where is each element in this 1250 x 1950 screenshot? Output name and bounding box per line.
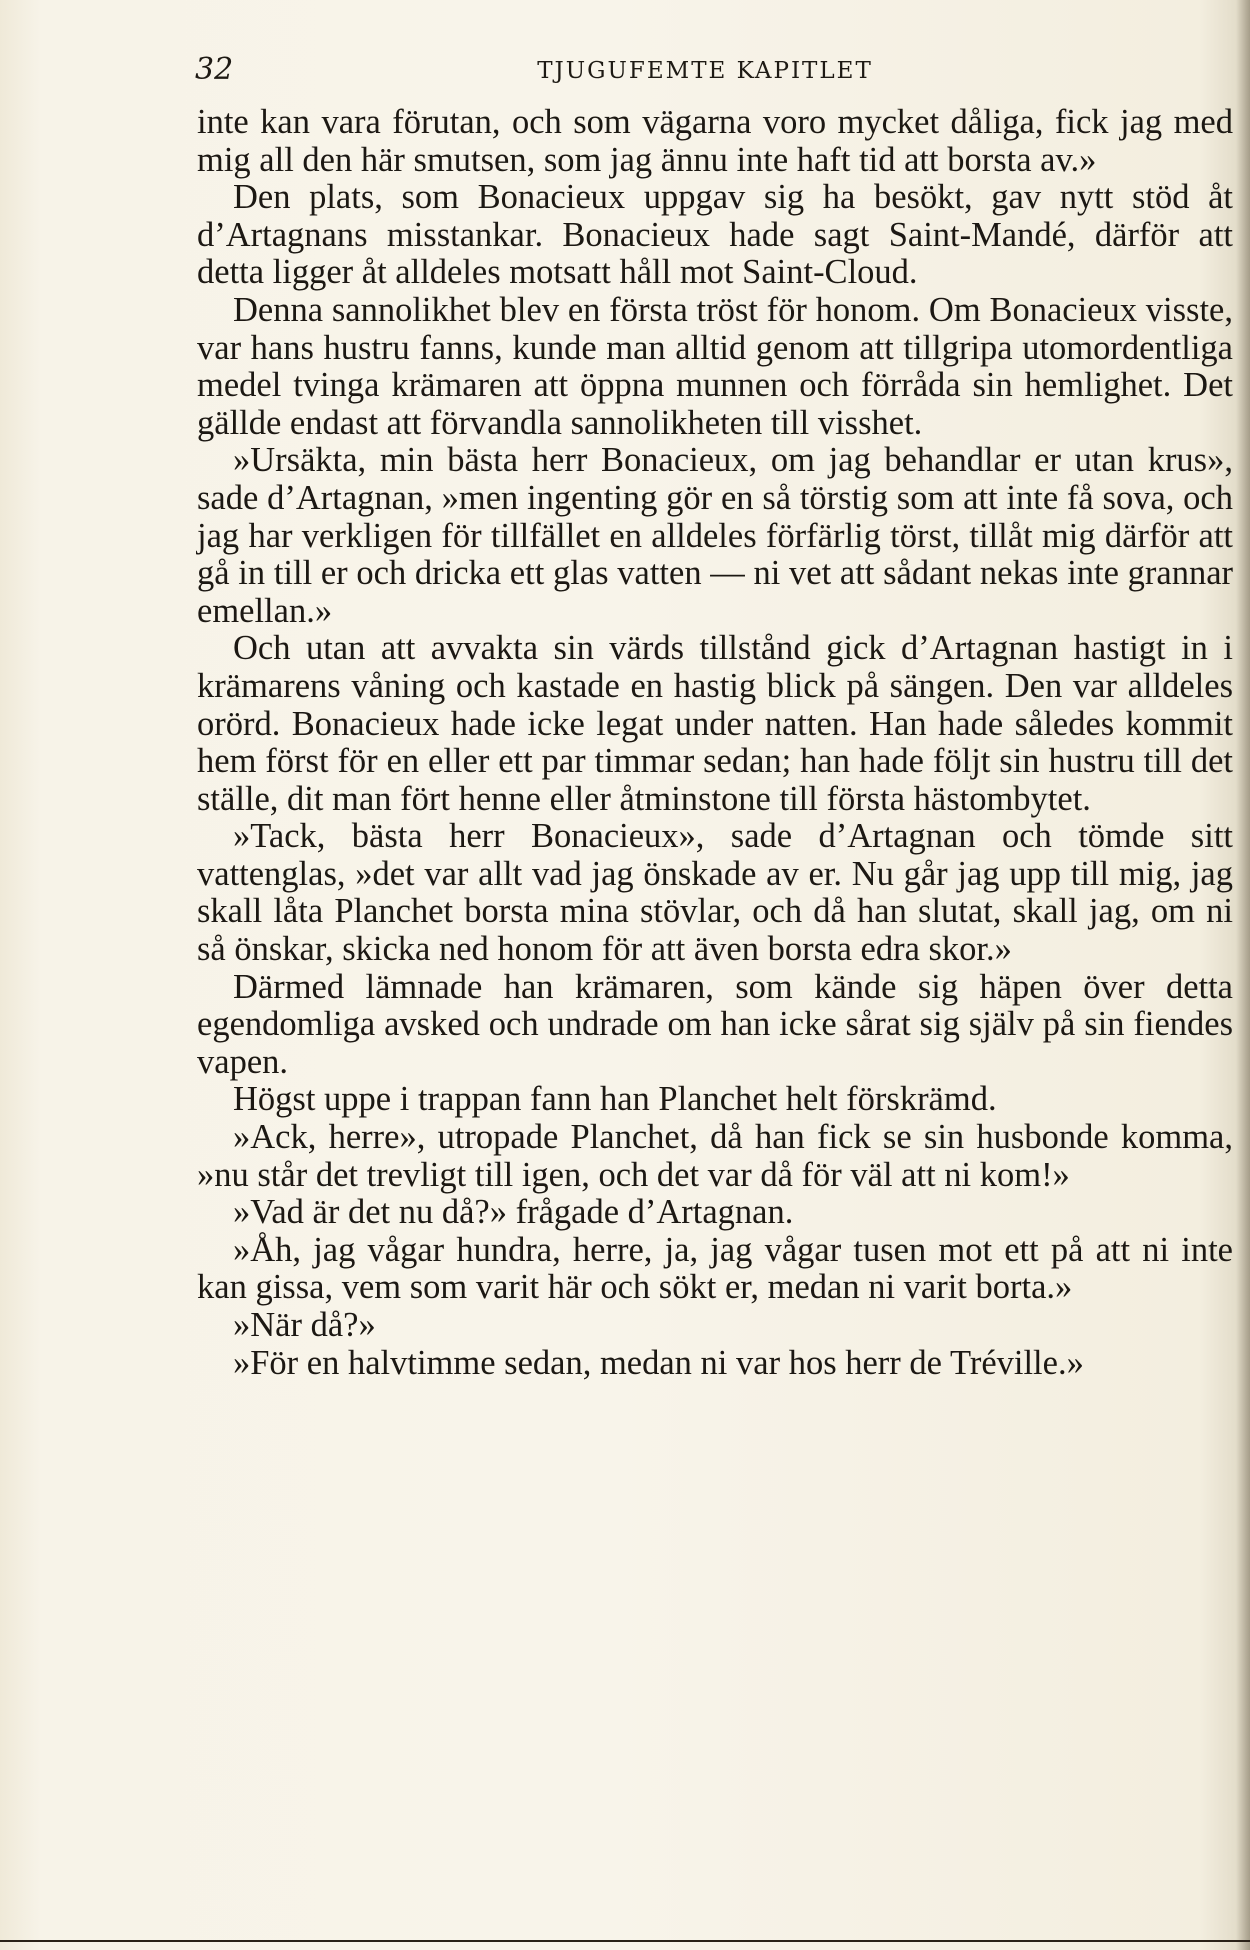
paragraph: »För en halvtimme sedan, medan ni var hos herr de Tréville.» xyxy=(233,1343,1084,1382)
paragraph: »Tack, bästa herr Bonacieux», sade d’Artagnan och tömde sitt vattenglas, »det var allt vad jag önskade av er. Nu går jag upp till mig, jag skall låta Planchet borsta mina stövlar, och då han slutat, skall jag, om ni så önskar, skicka ned honom för att även borsta edra skor.» xyxy=(197,817,1233,969)
paragraph: »Vad är det nu då?» frågade d’Artagnan. xyxy=(233,1193,794,1232)
paragraph: Och utan att avvakta sin värds tillstånd gick d’Artagnan hastigt in i krämarens våning och kastade en hastig blick på sängen. Den var alldeles orörd. Bonacieux hade icke legat under natten. Han hade således kommit hem först för en eller ett par timmar sedan; han hade följt sin hustru till det ställe, dit man fört henne eller åtminstone till första hästombytet. xyxy=(197,629,1233,818)
paragraph: »Ursäkta, min bästa herr Bonacieux, om jag behandlar er utan krus», sade d’Artagnan, »men ingenting gör en så törstig som att inte få sova, och jag har verkligen för tillfället en alldeles förfärlig törst, tillåt mig därför att gå in till er och dricka ett glas vatten — ni vet att sådant nekas inte grannar emellan.» xyxy=(197,441,1233,630)
paragraph: Denna sannolikhet blev en första tröst för honom. Om Bonacieux visste, var hans hustru fanns, kunde man alltid genom att tillgripa utomordentliga medel tvinga krämaren att öppna munnen och förråda sin hemlighet. Det gällde endast att förvandla sannolikheten till visshet. xyxy=(197,290,1233,442)
paragraph: »När då?» xyxy=(233,1306,376,1344)
scan-bottom-rule xyxy=(0,1940,1250,1942)
running-head: TJUGUFEMTE KAPITLET xyxy=(537,58,873,84)
page-edge-shadow xyxy=(1236,0,1250,1950)
paragraph: Högst uppe i trappan fann han Planchet helt förskrämd. xyxy=(233,1080,997,1119)
body-text xyxy=(197,104,1233,1382)
paragraph: Därmed lämnade han krämaren, som kände sig häpen över detta egendomliga avsked och undrade om han icke sårat sig själv på sin fiendes vapen. xyxy=(197,967,1233,1081)
paragraph-continuation: inte kan vara förutan, och som vägarna voro mycket dåliga, fick jag med mig all den här smutsen, som jag ännu inte haft tid att borsta av.» xyxy=(197,103,1233,179)
paragraph: Den plats, som Bonacieux uppgav sig ha besökt, gav nytt stöd åt d’Artagnans misstankar. Bonacieux hade sagt Saint-Mandé, därför att detta ligger åt alldeles motsatt håll mot Saint-Cloud. xyxy=(197,178,1233,292)
paragraph: »Åh, jag vågar hundra, herre, ja, jag vågar tusen mot ett på att ni inte kan gissa, vem som varit här och sökt er, medan ni varit borta.» xyxy=(197,1230,1233,1307)
paragraph: »Ack, herre», utropade Planchet, då han fick se sin husbonde komma, »nu står det trevligt till igen, och det var då för väl att ni kom!» xyxy=(197,1118,1233,1194)
page-header xyxy=(195,48,1215,98)
page-number: 32 xyxy=(195,52,234,87)
